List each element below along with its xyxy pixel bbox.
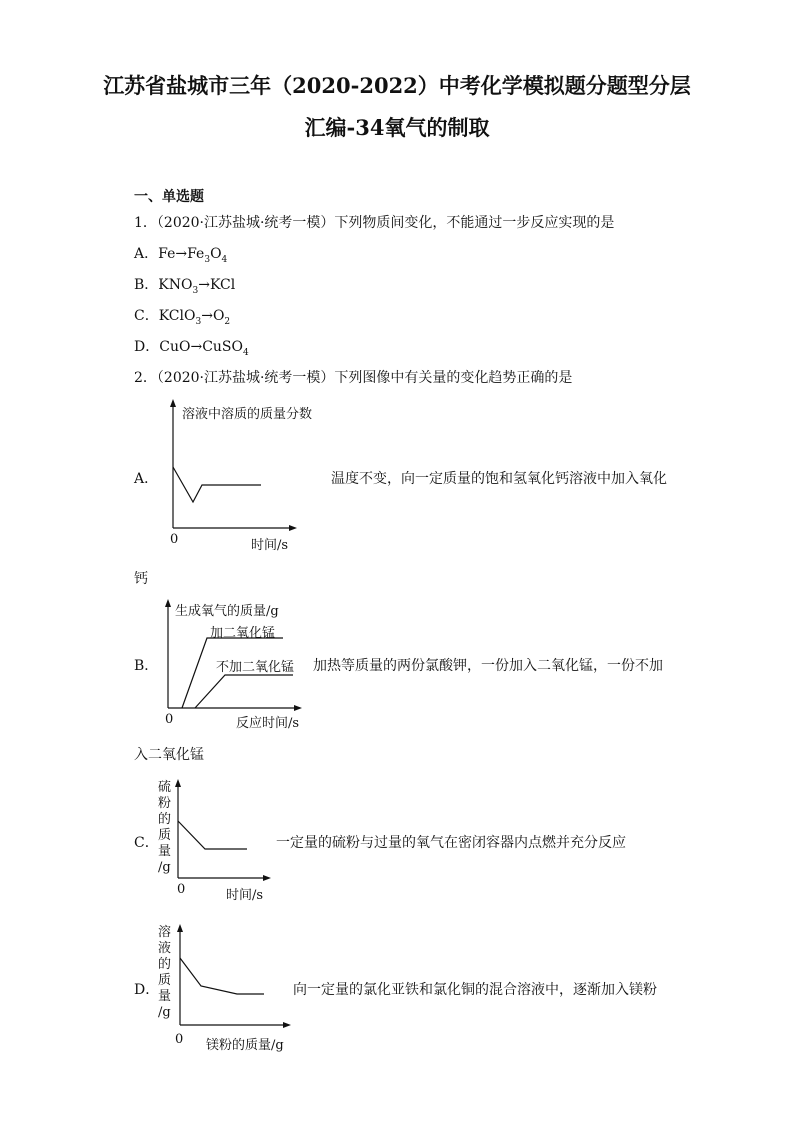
d-origin: 0 <box>175 1032 184 1047</box>
d-x-label: 镁粉的质量/g <box>206 1038 284 1053</box>
a-x-arrow <box>289 525 297 531</box>
c-y-label: 硫 粉 的 质 量 /g <box>158 780 172 875</box>
a-curve <box>173 467 261 502</box>
a-origin: 0 <box>170 532 179 547</box>
d-y-arrow <box>177 924 183 932</box>
q1-option-c: C．$KClO_3\to O_2$ <box>134 308 231 327</box>
d-y-label: 溶 液 的 质 量 /g <box>158 925 172 1020</box>
b-line2-label: 不加二氧化锰 <box>216 660 295 675</box>
q1-option-d: D．CuO→CuSO$_4$ <box>134 339 249 358</box>
q2-option-d-graph <box>168 920 298 1032</box>
q2-option-d-desc: 向一定量的氯化亚铁和氯化铜的混合溶液中，逐渐加入镁粉 <box>293 982 657 998</box>
a-y-label: 溶液中溶质的质量分数 <box>182 407 313 422</box>
a-y-arrow <box>170 399 176 407</box>
c-y-arrow <box>175 779 181 787</box>
q2-option-a-desc-cont: 钙 <box>134 571 148 587</box>
q2-option-c-label: C． <box>134 835 159 851</box>
question-1-stem: 1．（2020·江苏盐城·统考一模）下列物质间变化，不能通过一步反应实现的是 <box>134 215 615 231</box>
b-y-label: 生成氧气的质量/g <box>175 604 279 619</box>
a-x-label: 时间/s <box>251 538 289 553</box>
b-y-arrow <box>165 599 171 607</box>
question-2-stem: 2．（2020·江苏盐城·统考一模）下列图像中有关量的变化趋势正确的是 <box>134 370 573 386</box>
d-x-arrow <box>283 1022 291 1028</box>
q2-option-c-desc: 一定量的硫粉与过量的氧气在密闭容器内点燃并充分反应 <box>276 835 626 851</box>
c-x-arrow <box>263 875 271 881</box>
b-x-label: 反应时间/s <box>236 716 300 731</box>
q1-option-a: A．$Fe\to Fe_3O_4$ <box>134 246 228 265</box>
section-header: 一、单选题 <box>134 189 204 205</box>
q1-option-b: B．$KNO_3\to KCl$ <box>134 277 236 296</box>
c-origin: 0 <box>177 882 186 897</box>
c-x-label: 时间/s <box>226 888 264 903</box>
d-curve <box>180 958 264 994</box>
doc-title-line2: 汇编-34氧气的制取 <box>304 115 490 140</box>
q2-option-a-desc: 温度不变，向一定质量的饱和氢氧化钙溶液中加入氧化 <box>331 471 667 487</box>
c-curve <box>178 821 247 849</box>
q2-option-b-label: B． <box>134 658 159 674</box>
q2-option-d-label: D． <box>134 982 160 998</box>
b-x-arrow <box>294 705 302 711</box>
b-curve-without-mno2 <box>195 675 293 708</box>
q2-option-b-desc: 加热等质量的两份氯酸钾，一份加入二氧化锰，一份不加 <box>313 658 663 674</box>
q2-option-c-graph <box>168 775 278 885</box>
b-line1-label: 加二氧化锰 <box>210 626 276 641</box>
q2-option-a-label: A． <box>134 471 159 487</box>
q2-option-b-desc-cont: 入二氧化锰 <box>134 747 204 763</box>
b-origin: 0 <box>165 712 174 727</box>
doc-title-line1: 江苏省盐城市三年（2020-2022）中考化学模拟题分题型分层 <box>103 73 691 98</box>
